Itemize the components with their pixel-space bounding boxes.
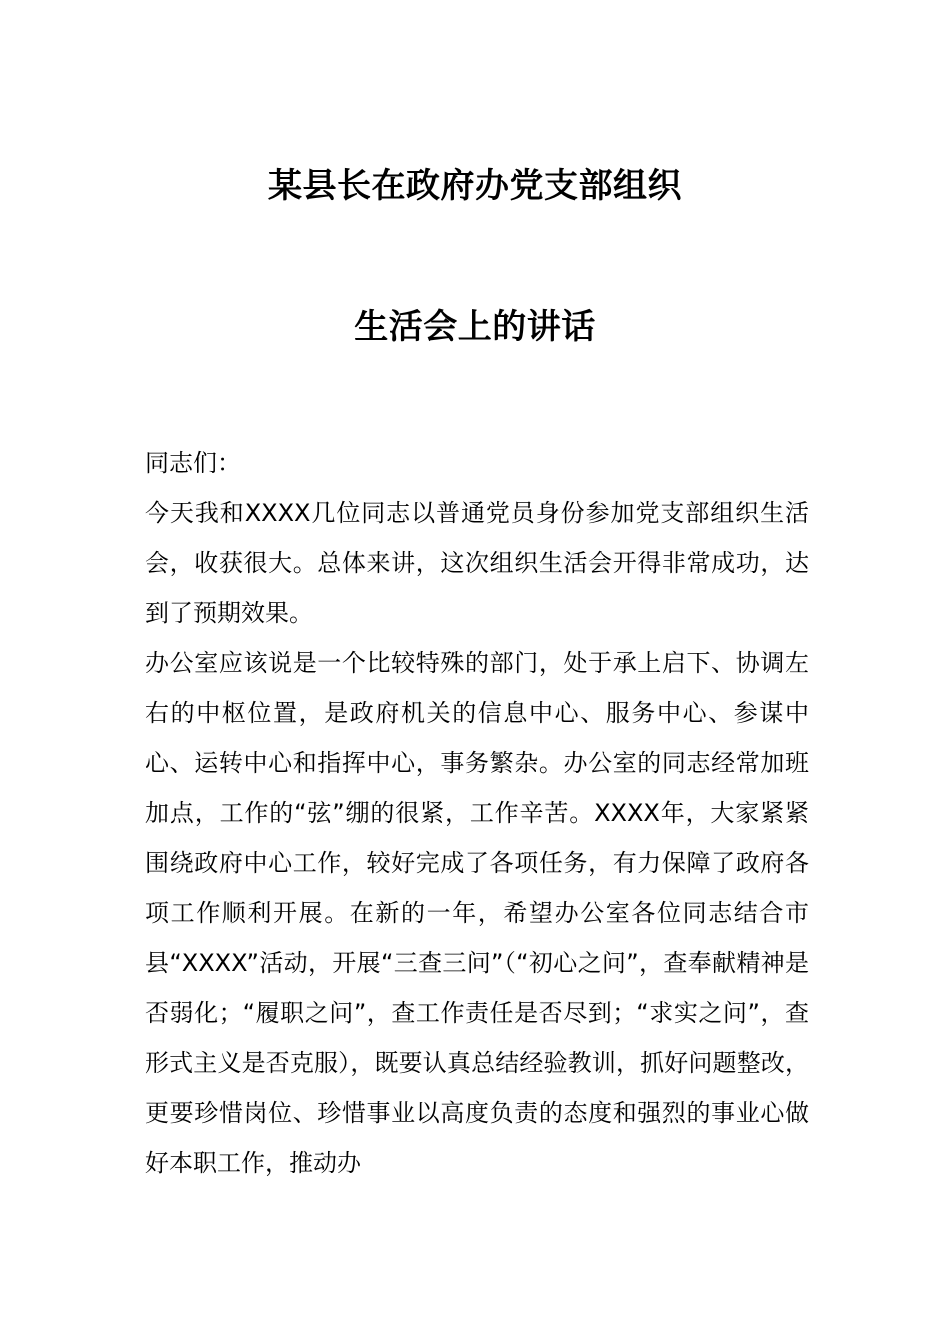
paragraph-2: 办公室应该说是一个比较特殊的部门，处于承上启下、协调左右的中枢位置，是政府机关的信息中心、服务中心、参谋中心、运转中心和指挥中心，事务繁杂。办公室的同志经常加班加点，工作的“弦”绷的很紧，工作辛苦。XXXX年，大家紧紧围绕政府中心工作，较好完成了各项任务，有力保障了政府各项工作顺利开展。在新的一年，希望办公室各位同志结合市县“XXXX”活动，开展“三查三问”（“初心之问”，查奉献精神是否弱化；“履职之问”，查工作责任是否尽到；“求实之问”，查形式主义是否克服），既要认真总结经验教训，抓好问题整改，更要珍惜岗位、珍惜事业以高度负责的态度和强烈的事业心做好本职工作，推动办 bbox=[145, 649, 809, 1177]
document-title-line-1: 某县长在政府办党支部组织 bbox=[268, 166, 682, 206]
paragraph-1: 今天我和XXXX几位同志以普通党员身份参加党支部组织生活会，收获很大。总体来讲，这次组织生活会开得非常成功，达到了预期效果。 bbox=[145, 499, 809, 627]
document-title-line-2: 生活会上的讲话 bbox=[354, 307, 596, 347]
document-body bbox=[145, 438, 809, 1188]
greeting: 同志们： bbox=[145, 449, 241, 477]
